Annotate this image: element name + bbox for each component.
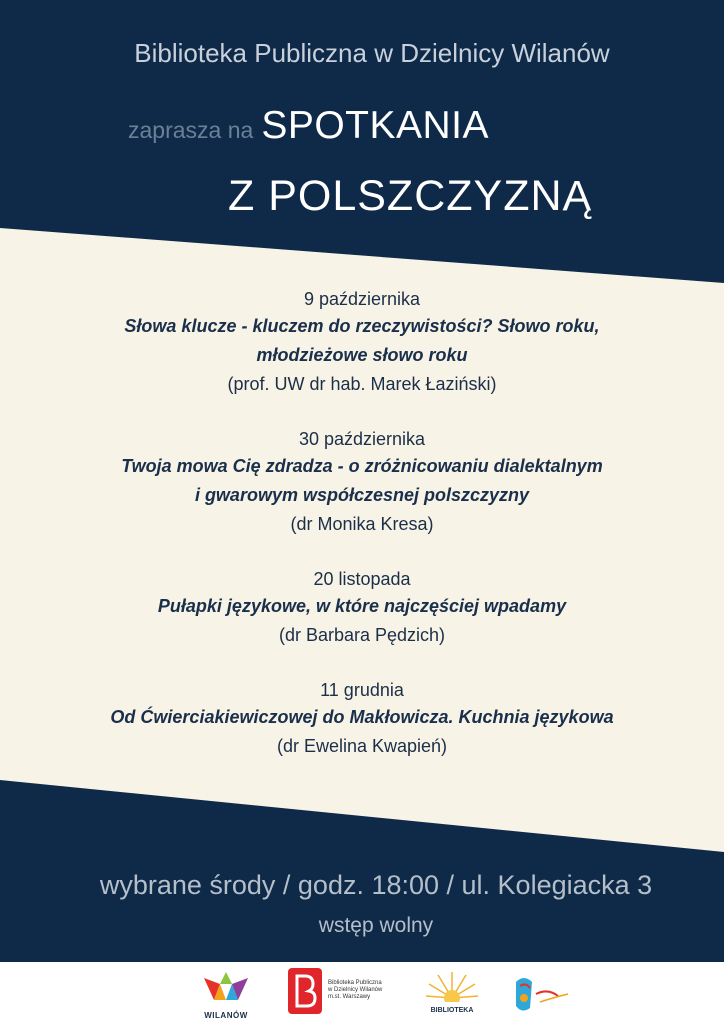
biblioteka-logo (424, 968, 480, 1020)
library-name-line3: m.st. Warszawy (328, 994, 371, 1000)
event-topic: Pułapki językowe, w które najczęściej wpadamy (157, 596, 567, 616)
wilanow-crown-icon (200, 970, 252, 1006)
event-schedule: wybrane środy / godz. 18:00 / ul. Kolegiacka 3 (99, 870, 653, 900)
title-spotkania: SPOTKANIA (261, 104, 490, 147)
event-date: 9 października (303, 289, 421, 309)
wilanow-logo-text: WILANÓW (204, 1011, 248, 1020)
wilanow-logo (200, 970, 252, 1020)
events-list (0, 286, 724, 788)
event-speaker: (dr Ewelina Kwapień) (276, 736, 448, 756)
sponsor-logos (0, 962, 724, 1024)
event-item (0, 677, 724, 760)
event-topic: Od Ćwierciakiewiczowej do Makłowicza. Kuchnia językowa (110, 707, 614, 727)
event-item (0, 426, 724, 538)
event-date: 11 grudnia (320, 680, 404, 700)
title-line-2: Z POLSZCZYZNĄ (228, 172, 593, 220)
library-name-line2: w Dzielnicy Wilanów (328, 987, 383, 993)
sun-icon (424, 968, 480, 1002)
event-date: 30 października (298, 429, 426, 449)
library-logo-text (328, 980, 398, 1001)
event-date: 20 listopada (313, 569, 411, 589)
event-speaker: (dr Barbara Pędzich) (278, 625, 446, 645)
program-logo (510, 972, 572, 1018)
entry-info: wstęp wolny (318, 914, 434, 937)
event-topic: Słowa klucze - kluczem do rzeczywistości? Słowo roku, młodzieżowe słowo roku (124, 316, 600, 365)
library-logo (288, 968, 398, 1020)
organization-name: Biblioteka Publiczna w Dzielnicy Wilanów (134, 38, 610, 68)
event-topic: Twoja mowa Cię zdradza - o zróżnicowaniu dialektalnym i gwarowym współczesnej polszczyzny (121, 456, 603, 505)
event-speaker: (dr Monika Kresa) (290, 514, 434, 534)
event-speaker: (prof. UW dr hab. Marek Łaziński) (227, 374, 497, 394)
program-emblem-icon (510, 972, 572, 1018)
title-line-1 (128, 104, 489, 148)
library-b-icon (288, 968, 322, 1014)
biblioteka-logo-text: BIBLIOTEKA (430, 1007, 474, 1014)
invite-text: zaprasza na (128, 117, 254, 143)
event-item (0, 286, 724, 398)
event-item (0, 566, 724, 649)
library-name-line1: Biblioteka Publiczna (328, 980, 382, 986)
